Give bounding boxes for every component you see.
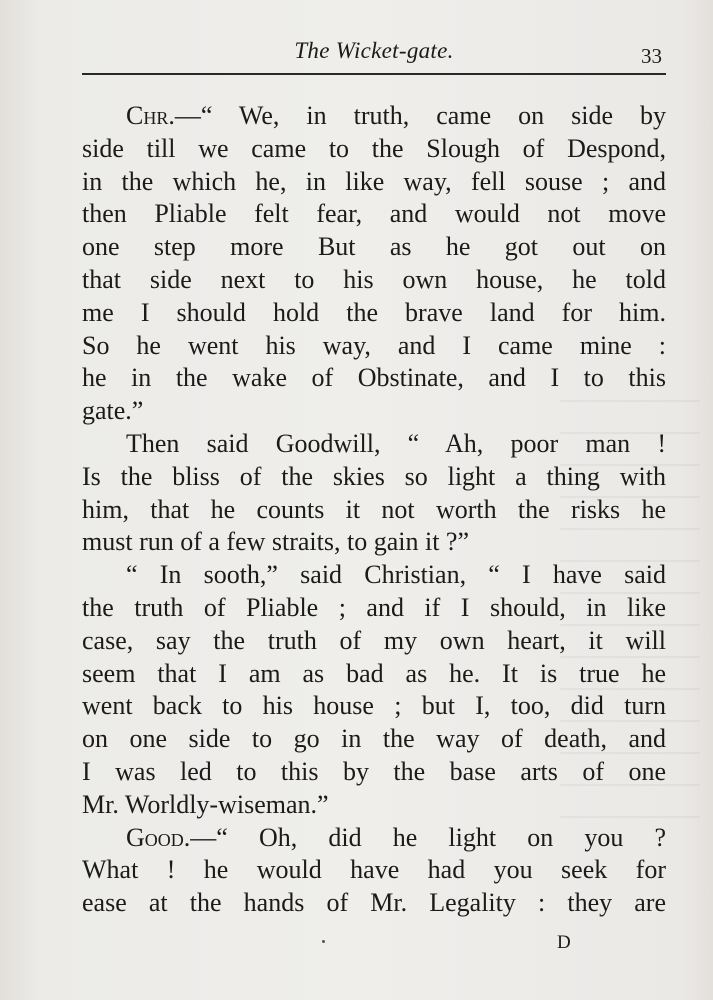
text-line: Mr. Worldly-wiseman.”	[82, 789, 329, 819]
text-line: Then said Goodwill, “ Ah, poor man !	[126, 428, 666, 458]
text-line: I was led to this by the base arts of one	[82, 756, 666, 786]
running-title: The Wicket-gate.	[294, 38, 454, 63]
text-line: he in the wake of Obstinate, and I to this	[82, 363, 666, 393]
text-line: So he went his way, and I came mine :	[82, 330, 666, 360]
text-line: me I should hold the brave land for him.	[82, 297, 666, 327]
text-line: case, say the truth of my own heart, it will	[82, 625, 666, 655]
text-line: must run of a few straits, to gain it ?”	[82, 527, 470, 557]
text-line: ease at the hands of Mr. Legality : they are	[82, 888, 666, 918]
text-line: Chr.—“ We, in truth, came on side by	[126, 101, 666, 130]
print-speck	[322, 940, 325, 943]
text-line: What ! he would have had you seek for	[82, 855, 666, 885]
text-line: “ In sooth,” said Christian, “ I have said	[126, 560, 666, 590]
text-line: the truth of Pliable ; and if I should, in like	[82, 592, 666, 622]
page-header	[82, 36, 666, 74]
speaker-label: Chr.	[126, 101, 175, 130]
text-line: one step more But as he got out on	[82, 232, 666, 262]
header-rule	[82, 73, 666, 75]
text-line: Is the bliss of the skies so light a thing with	[82, 461, 666, 491]
text-line: in the which he, in like way, fell souse ; and	[82, 166, 666, 196]
text-line: on one side to go in the way of death, and	[82, 724, 666, 754]
text-line: Good.—“ Oh, did he light on you ?	[126, 822, 666, 852]
text-line: gate.”	[82, 396, 144, 426]
page-number: 33	[641, 44, 662, 68]
text-line: him, that he counts it not worth the risks he	[82, 494, 666, 524]
text-line: seem that I am as bad as he. It is true he	[82, 658, 666, 688]
text-line: that side next to his own house, he told	[82, 264, 666, 294]
text-line: then Pliable felt fear, and would not move	[82, 199, 666, 229]
text-line: went back to his house ; but I, too, did turn	[82, 691, 666, 721]
signature-mark: D	[557, 932, 571, 953]
body-text	[82, 100, 666, 920]
text-line: side till we came to the Slough of Despond,	[82, 133, 666, 163]
speaker-label: Good.	[126, 822, 191, 852]
